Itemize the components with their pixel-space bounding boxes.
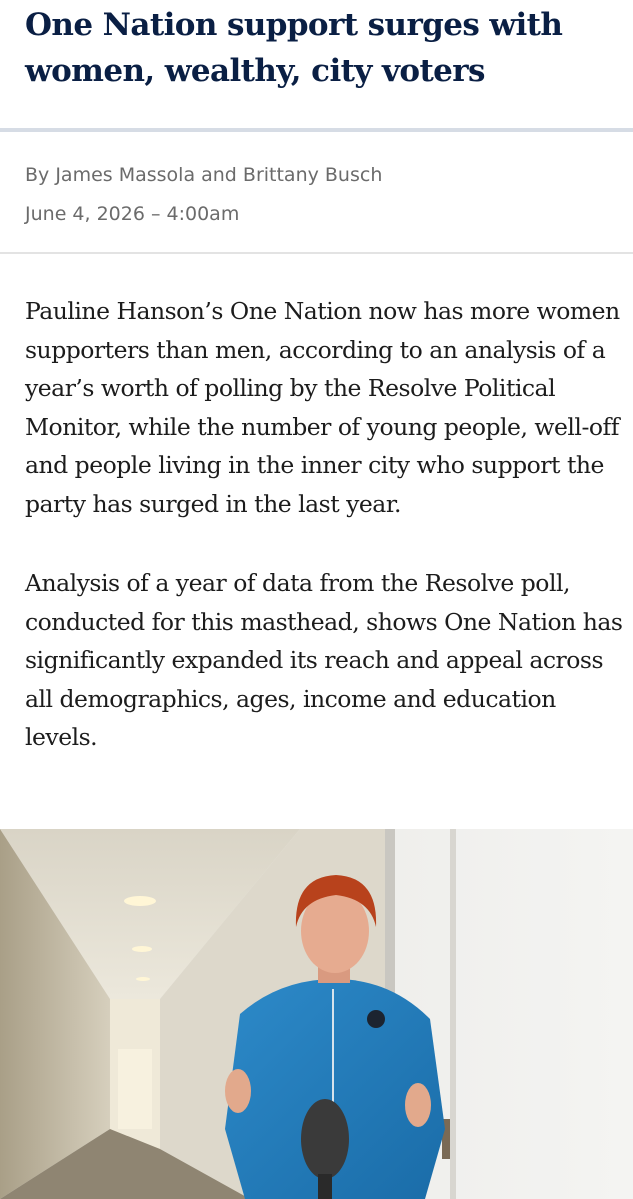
body-paragraph-1: Pauline Hanson’s One Nation now has more women supporters than men, according to an analysis of a year’s worth of polling by the Resolve Political Monitor, while the number of young people, well-off and people living in the inner city who support the party has surged in the last year. bbox=[25, 297, 620, 518]
photo-illustration bbox=[0, 829, 633, 1199]
article-body bbox=[25, 292, 625, 798]
headline-section bbox=[0, 0, 633, 128]
publish-date: June 4, 2026 – 4:00am bbox=[25, 203, 240, 225]
headline-divider bbox=[0, 128, 633, 132]
article-meta bbox=[25, 158, 625, 234]
author-byline[interactable]: By James Massola and Brittany Busch bbox=[25, 164, 383, 186]
article-photo[interactable] bbox=[0, 829, 633, 1199]
body-paragraph-2: Analysis of a year of data from the Resolve poll, conducted for this masthead, shows One Nation has significantly expanded its reach and appeal across all demographics, ages, income and education levels. bbox=[25, 569, 623, 751]
article-headline: One Nation support surges with women, wealthy, city voters bbox=[25, 7, 563, 89]
meta-divider bbox=[0, 252, 633, 254]
